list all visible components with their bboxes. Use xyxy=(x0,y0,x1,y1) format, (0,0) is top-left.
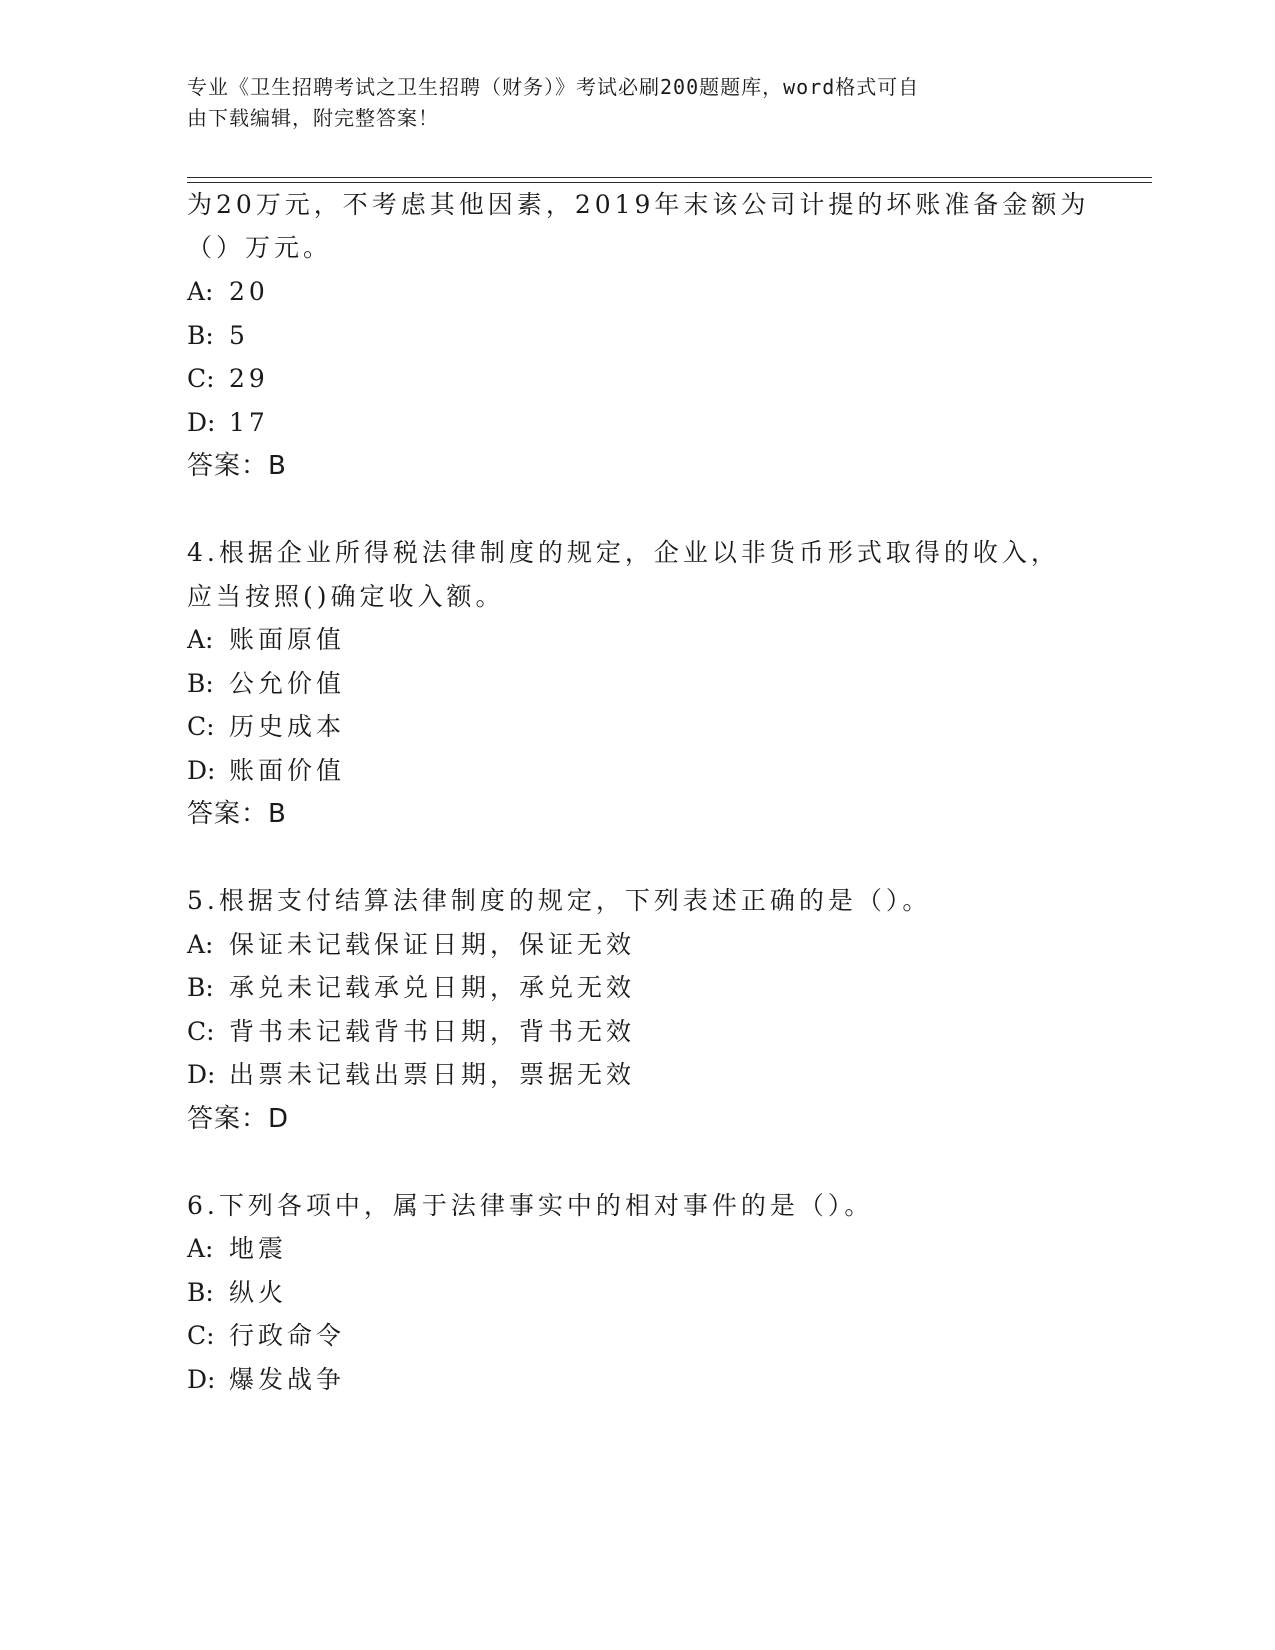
q5-stem-line-1: 5.根据支付结算法律制度的规定，下列表述正确的是（）。 xyxy=(187,886,932,915)
option-letter: B: xyxy=(187,669,214,698)
option-text: 账面价值 xyxy=(229,756,346,785)
document-header xyxy=(187,72,1067,134)
option-letter: A: xyxy=(187,625,214,654)
option-text: 地震 xyxy=(229,1234,288,1263)
q4-answer: 答案：B xyxy=(187,799,287,829)
q3-stem-line-2: （）万元。 xyxy=(187,233,333,262)
option-letter: A: xyxy=(187,930,214,959)
option-text: 爆发战争 xyxy=(229,1365,346,1394)
q5-option-c xyxy=(187,1015,635,1049)
option-letter: B: xyxy=(187,321,214,350)
option-letter: C: xyxy=(187,1017,215,1046)
q6-stem-line-1: 6.下列各项中，属于法律事实中的相对事件的是（）。 xyxy=(187,1191,874,1220)
q3-option-d xyxy=(187,406,269,440)
q4-stem-line-1: 4.根据企业所得税法律制度的规定，企业以非货币形式取得的收入， xyxy=(187,538,1060,567)
q3-answer: 答案：B xyxy=(187,451,287,481)
option-text: 29 xyxy=(229,364,269,393)
header-line-1: 专业《卫生招聘考试之卫生招聘（财务）》考试必刷200题题库，word格式可自 xyxy=(187,75,920,99)
option-text: 出票未记载出票日期，票据无效 xyxy=(229,1060,636,1089)
option-letter: D: xyxy=(187,756,216,785)
header-line-2: 由下载编辑，附完整答案！ xyxy=(187,106,439,130)
option-text: 历史成本 xyxy=(229,712,346,741)
option-letter: B: xyxy=(187,1278,214,1307)
q5-answer: 答案：D xyxy=(187,1104,290,1134)
q5-option-b xyxy=(187,971,635,1005)
option-letter: A: xyxy=(187,1234,214,1263)
q5-option-a xyxy=(187,928,635,962)
q3-option-b xyxy=(187,319,249,353)
q4-option-a xyxy=(187,623,345,657)
q4-stem-line-2: 应当按照()确定收入额。 xyxy=(187,582,505,611)
option-letter: D: xyxy=(187,1060,216,1089)
option-letter: B: xyxy=(187,973,214,1002)
option-text: 承兑未记载承兑日期，承兑无效 xyxy=(229,973,636,1002)
q6-option-a xyxy=(187,1232,287,1266)
q6-option-c xyxy=(187,1319,345,1353)
header-divider-top xyxy=(187,177,1152,178)
q3-option-c xyxy=(187,362,269,396)
option-letter: D: xyxy=(187,408,216,437)
q4-option-b xyxy=(187,667,345,701)
option-letter: A: xyxy=(187,277,214,306)
header-divider-bottom xyxy=(187,182,1152,183)
option-text: 17 xyxy=(229,408,269,437)
option-text: 保证未记载保证日期，保证无效 xyxy=(229,930,636,959)
option-text: 纵火 xyxy=(229,1278,288,1307)
q4-option-c xyxy=(187,710,345,744)
option-text: 账面原值 xyxy=(229,625,346,654)
q5-option-d xyxy=(187,1058,635,1092)
option-letter: C: xyxy=(187,1321,215,1350)
option-letter: C: xyxy=(187,712,215,741)
q6-option-b xyxy=(187,1276,287,1310)
q3-stem-line-1: 为20万元，不考虑其他因素，2019年末该公司计提的坏账准备金额为 xyxy=(187,190,1090,219)
q6-option-d xyxy=(187,1363,345,1397)
option-text: 背书未记载背书日期，背书无效 xyxy=(229,1017,636,1046)
option-text: 公允价值 xyxy=(229,669,346,698)
option-text: 5 xyxy=(229,321,249,350)
option-letter: C: xyxy=(187,364,215,393)
option-letter: D: xyxy=(187,1365,216,1394)
q4-option-d xyxy=(187,754,345,788)
option-text: 行政命令 xyxy=(229,1321,346,1350)
q3-option-a xyxy=(187,275,269,309)
option-text: 20 xyxy=(229,277,269,306)
